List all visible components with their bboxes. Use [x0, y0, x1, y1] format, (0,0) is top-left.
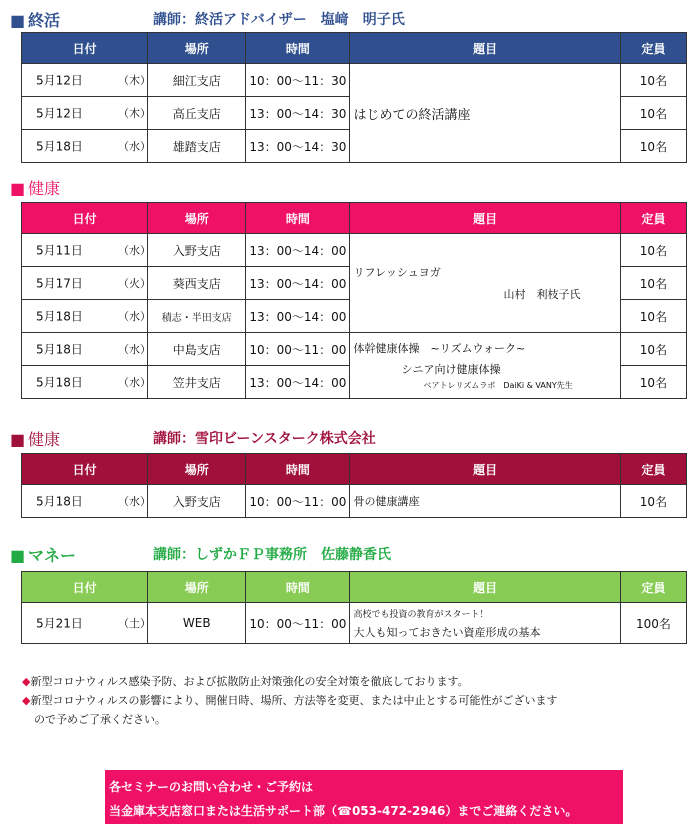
- contact-box: [105, 770, 623, 824]
- schedule-table-money: [21, 571, 687, 644]
- date-cell: [22, 97, 151, 130]
- title-cell: [350, 333, 620, 399]
- section-heading-kenko: [10, 176, 60, 198]
- capacity-cell: 10名: [620, 485, 686, 518]
- weekday-text: （水）: [118, 310, 151, 323]
- date-cell: [22, 64, 151, 97]
- capacity-cell: 10名: [620, 267, 686, 300]
- weekday-text: （水）: [118, 244, 151, 257]
- table-row: [22, 485, 687, 518]
- place-cell: 笠井支店: [148, 366, 246, 399]
- time-cell: 13：00～14：30: [246, 97, 350, 130]
- place-cell: 入野支店: [148, 485, 246, 518]
- date-cell: [22, 333, 151, 366]
- notes: [22, 672, 557, 729]
- title-text: はじめての終活講座: [353, 107, 471, 123]
- lecturer-text: 山村 利枝子氏: [503, 288, 581, 301]
- place-cell: WEB: [148, 603, 246, 644]
- header-place: 場所: [148, 454, 246, 485]
- note-item: [22, 691, 557, 710]
- time-cell: 10：00～11：00: [246, 485, 350, 518]
- title-cell: [350, 234, 620, 333]
- table-row: [22, 603, 687, 644]
- date-text: 5月18日: [36, 375, 83, 390]
- header-date: 日付: [22, 203, 148, 234]
- header-date: 日付: [22, 454, 148, 485]
- weekday-text: （水）: [118, 495, 151, 508]
- header-date: 日付: [22, 572, 148, 603]
- table-row: [22, 64, 687, 97]
- schedule-table-kenko-2: [21, 453, 687, 518]
- title-cell: 骨の健康講座: [350, 485, 620, 518]
- header-title: 題目: [350, 454, 620, 485]
- header-title: 題目: [350, 572, 620, 603]
- header-title: 題目: [350, 203, 620, 234]
- date-cell: [22, 130, 151, 163]
- note-text: 新型コロナウィルスの影響により、開催日時、場所、方法等を変更、または中止とする可能性がございます: [30, 694, 558, 707]
- section-lecturer: 講師：終活アドバイザー 塩﨑 明子氏: [153, 12, 405, 28]
- date-text: 5月17日: [36, 276, 83, 291]
- capacity-cell: 10名: [620, 366, 686, 399]
- time-cell: 13：00～14：00: [246, 300, 350, 333]
- capacity-cell: 10名: [620, 234, 686, 267]
- date-cell: [22, 603, 151, 644]
- weekday-text: （水）: [118, 140, 151, 153]
- contact-line-2: 当金庫本支店窓口または生活サポート部（☎053-472-2946）までご連絡ください。: [109, 804, 578, 818]
- title-text: 体幹健康体操 ~リズムウォーク~: [353, 342, 526, 355]
- header-time: 時間: [246, 33, 350, 64]
- section-title: 健康: [28, 430, 61, 449]
- date-text: 5月12日: [36, 106, 83, 121]
- time-cell: 13：00～14：00: [246, 234, 350, 267]
- header-time: 時間: [246, 454, 350, 485]
- capacity-cell: 10名: [620, 300, 686, 333]
- weekday-text: （木）: [118, 107, 151, 120]
- capacity-cell: 10名: [620, 130, 686, 163]
- time-cell: 10：00～11：00: [246, 333, 350, 366]
- header-capacity: 定員: [620, 572, 686, 603]
- date-cell: [22, 300, 151, 333]
- note-item: [22, 672, 557, 691]
- schedule-table-shukatsu: [21, 32, 687, 163]
- place-cell: 積志・半田支店: [148, 300, 246, 333]
- note-text: 新型コロナウィルス感染予防、および拡散防止対策強化の安全対策を徹底しております。: [30, 675, 469, 688]
- header-capacity: 定員: [620, 454, 686, 485]
- contact-line-1: 各セミナーのお問い合わせ・ご予約は: [109, 780, 314, 794]
- header-title: 題目: [350, 33, 620, 64]
- date-text: 5月12日: [36, 73, 83, 88]
- header-capacity: 定員: [620, 203, 686, 234]
- header-time: 時間: [246, 203, 350, 234]
- time-cell: 13：00～14：30: [246, 130, 350, 163]
- place-cell: 入野支店: [148, 234, 246, 267]
- table-row: [22, 333, 687, 366]
- section-heading-kenko-2: [10, 427, 376, 449]
- place-cell: 雄踏支店: [148, 130, 246, 163]
- square-marker-icon: ■: [10, 546, 26, 565]
- weekday-text: （木）: [118, 74, 151, 87]
- time-cell: 13：00～14：00: [246, 267, 350, 300]
- header-place: 場所: [148, 203, 246, 234]
- weekday-text: （水）: [118, 343, 151, 356]
- table-header-row: [22, 33, 687, 64]
- date-cell: [22, 485, 151, 518]
- date-text: 5月11日: [36, 243, 83, 258]
- diamond-bullet-icon: ◆: [22, 675, 31, 688]
- title-line-1: 高校でも投資の教育がスタート！: [353, 609, 489, 620]
- place-cell: 葵西支店: [148, 267, 246, 300]
- capacity-cell: 10名: [620, 97, 686, 130]
- title-cell: [350, 64, 620, 163]
- section-title: 健康: [28, 179, 61, 198]
- section-title: マネー: [28, 546, 77, 565]
- time-cell: 10：00～11：00: [246, 603, 350, 644]
- section-heading-shukatsu: [10, 8, 405, 30]
- schedule-table-kenko: [21, 202, 687, 399]
- weekday-text: （水）: [118, 376, 151, 389]
- place-cell: 細江支店: [148, 64, 246, 97]
- diamond-bullet-icon: ◆: [22, 694, 31, 707]
- header-place: 場所: [148, 572, 246, 603]
- title-line-2: 大人も知っておきたい資産形成の基本: [353, 625, 541, 639]
- date-cell: [22, 267, 151, 300]
- capacity-cell: 10名: [620, 333, 686, 366]
- time-cell: 10：00～11：30: [246, 64, 350, 97]
- table-header-row: [22, 454, 687, 485]
- date-text: 5月18日: [36, 494, 83, 509]
- section-heading-money: [10, 543, 391, 565]
- place-cell: 高丘支店: [148, 97, 246, 130]
- title-text: リフレッシュヨガ: [353, 266, 441, 279]
- title-cell: [350, 603, 620, 644]
- section-title: 終活: [28, 11, 61, 30]
- weekday-text: （土）: [118, 617, 151, 630]
- section-lecturer: 講師：しずかＦＰ事務所 佐藤静香氏: [153, 547, 391, 563]
- header-capacity: 定員: [620, 33, 686, 64]
- time-cell: 13：00～14：00: [246, 366, 350, 399]
- square-marker-icon: ■: [10, 179, 26, 198]
- date-text: 5月21日: [36, 616, 83, 631]
- square-marker-icon: ■: [10, 430, 26, 449]
- place-cell: 中島支店: [148, 333, 246, 366]
- table-header-row: [22, 572, 687, 603]
- date-cell: [22, 366, 151, 399]
- subtitle-text: シニア向け健康体操: [401, 363, 501, 376]
- header-time: 時間: [246, 572, 350, 603]
- header-place: 場所: [148, 33, 246, 64]
- capacity-cell: 10名: [620, 64, 686, 97]
- header-date: 日付: [22, 33, 148, 64]
- table-header-row: [22, 203, 687, 234]
- weekday-text: （火）: [118, 277, 151, 290]
- section-lecturer: 講師：雪印ビーンスターク株式会社: [153, 431, 376, 447]
- note-continuation: ので予めご了承ください。: [34, 713, 166, 726]
- date-cell: [22, 234, 151, 267]
- date-text: 5月18日: [36, 342, 83, 357]
- date-text: 5月18日: [36, 139, 83, 154]
- date-text: 5月18日: [36, 309, 83, 324]
- square-marker-icon: ■: [10, 11, 26, 30]
- lecturer-text: ベアトレリズムラボ DaiKi & VANY先生: [423, 381, 573, 390]
- capacity-cell: 100名: [620, 603, 686, 644]
- table-row: [22, 234, 687, 267]
